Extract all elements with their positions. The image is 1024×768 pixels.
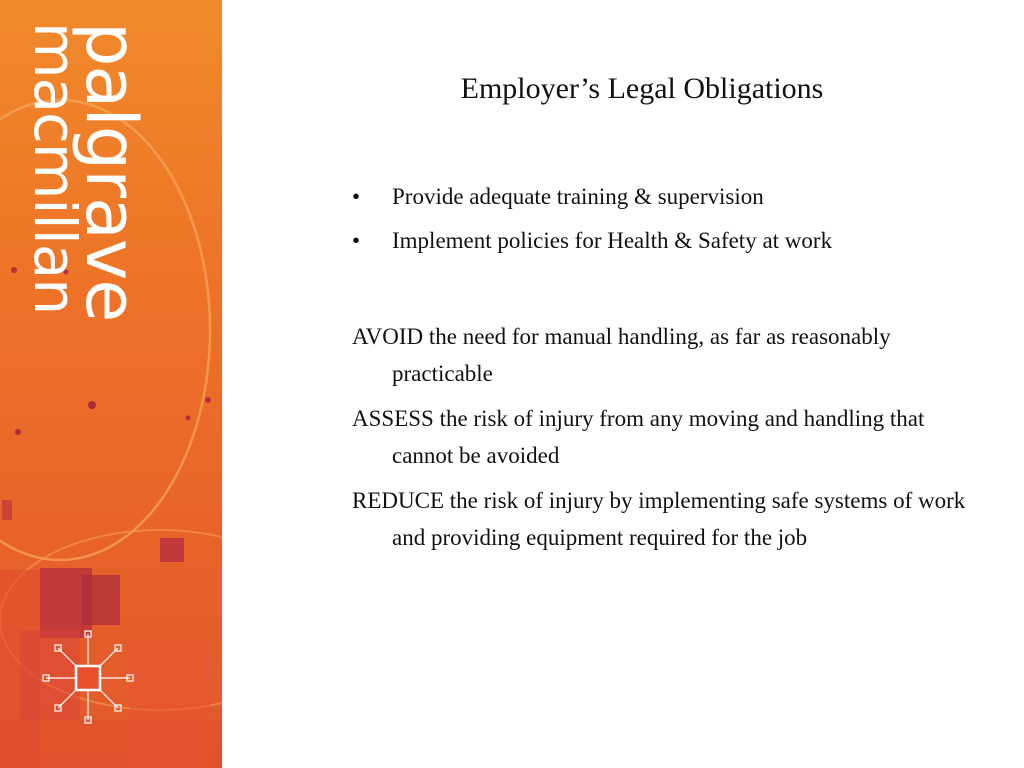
brand-sidebar — [0, 0, 222, 768]
obligation-assess: ASSESS the risk of injury from any moving and handling that cannot be avoided — [352, 406, 925, 468]
obligations-list — [352, 318, 972, 564]
star-network-icon — [38, 628, 138, 728]
slide-title: Employer’s Legal Obligations — [460, 72, 824, 105]
logo-line-macmillan: macmillan — [21, 22, 89, 315]
bullet-item: • Provide adequate training & supervision — [352, 182, 972, 212]
bullet-item: • Implement policies for Health & Safety at work — [352, 226, 972, 256]
bullet-list — [352, 182, 972, 270]
publisher-logo — [0, 0, 222, 322]
obligation-reduce: REDUCE the risk of injury by implementing safe systems of work and providing equipment required for the job — [352, 488, 966, 550]
obligation-avoid: AVOID the need for manual handling, as far as reasonably practicable — [352, 324, 891, 386]
logo-line-palgrave: palgrave — [70, 22, 152, 322]
